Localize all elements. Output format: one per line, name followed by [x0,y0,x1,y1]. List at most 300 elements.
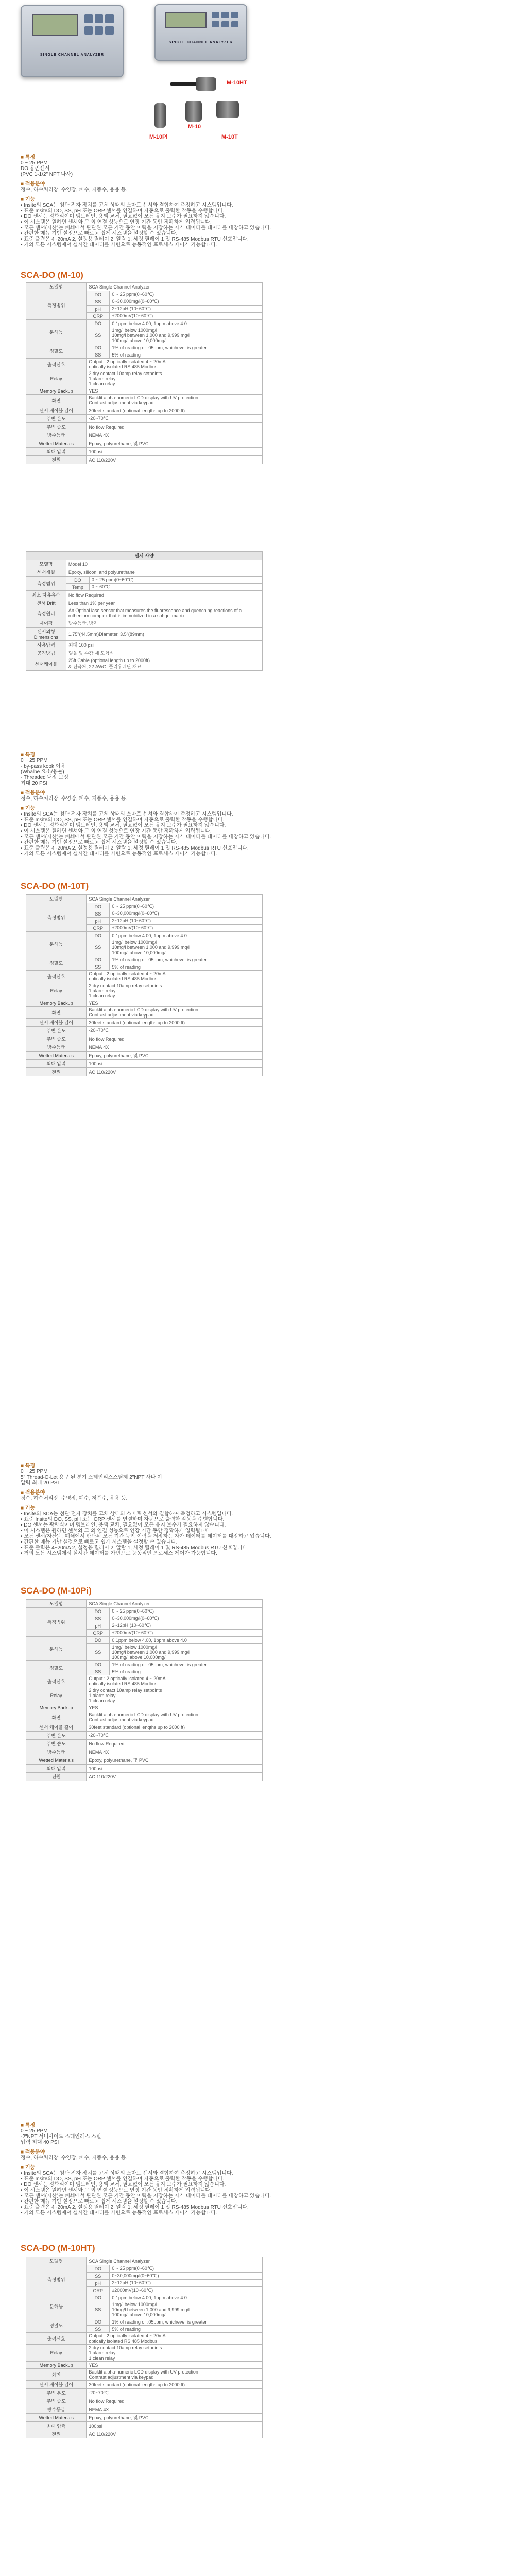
row-category: 전원 [26,456,87,464]
table-row [26,2333,263,2345]
table-row [26,1035,263,1043]
row-subcategory: SS [87,963,110,971]
table-row [26,1052,263,1060]
table-row [26,903,263,910]
row-category: 방수등급 [26,1043,87,1052]
row-subcategory: SS [87,1668,110,1675]
row-value: 0 ~ 25 ppm(0~60℃) [110,291,263,298]
row-value: ±2000mV(10~60℃) [110,313,263,320]
row-category: 측정원리 [26,607,66,619]
row-value: 2~12pH (10~60℃) [110,306,263,313]
func-line: • 표준 Insite의 DO, SS, pH 또는 ORP 센서를 연결하며 자동으로 출력한 작동을 수행합니다. [21,2176,225,2182]
table-row [26,956,263,963]
table-row [26,1765,263,1773]
func-line: • Insite의 SCA는 첨단 전자 장치를 고체 상태의 스마트 센서와 결합하여 측정하고 시스템입니다. [21,1511,233,1517]
table-row [26,628,263,641]
probe-m10t [216,101,239,118]
table-row [26,577,263,584]
section-title-m10: SCA-DO (M-10) [21,270,83,280]
apply-heading: ■ 적용분야 [21,790,45,796]
row-value: 1% of reading or .05ppm, whichever is greater [110,956,263,963]
func-line: • DO 센서는 광학식이며 멤브레인, 용액 교체, 필요없이 모든 유지 보수가 필요하지 않습니다. [21,214,226,219]
row-value: 0 ~ 25 ppm(0~60℃) [110,2265,263,2273]
row-category: 센서 케이블 길이 [26,1723,87,1732]
table-row [26,599,263,607]
apply-line: 정수, 하수처리장, 수영장, 폐수, 저품수, 용용 등. [21,187,128,193]
row-value: 1mg/l below 1000mg/l 10mg/l between 1,000 and 9,999 mg/l 100mg/l above 10,000mg/l [110,939,263,956]
func-line: • 이 시스템은 원하면 센서와 그 외 연결 성능으로 연장 기간 동안 정확하게 입력됩니다. [21,2188,212,2193]
row-subcategory: SS [87,2301,110,2318]
func-line: • 거의 모든 시스템에서 실시간 데이터를 가변으로 능동적인 프로세스 제어가 가능합니다. [21,851,217,857]
row-value: 1mg/l below 1000mg/l 10mg/l between 1,000 and 9,999 mg/l 100mg/l above 10,000mg/l [110,327,263,344]
row-category: 주변 습도 [26,1740,87,1748]
table-row [26,1687,263,1704]
feature-line: 0 ~ 25 PPM [21,160,48,166]
table-row [26,395,263,406]
model-value: SCA Single Channel Analyzer [87,1600,263,1608]
feature-line: - Threaded 내장 보정 [21,775,68,781]
row-category: 방수등급 [26,2405,87,2414]
row-value: 2 dry contact 10amp relay setpoints 1 alarm relay 1 clean relay [87,982,263,999]
row-category: 정밀도 [26,956,87,971]
table-row [26,370,263,387]
row-category: Relay [26,1687,87,1704]
table-row [26,1661,263,1668]
row-value: 2 dry contact 10amp relay setpoints 1 alarm relay 1 clean relay [87,2345,263,2362]
feature-line: 5" Thread-O-Let 용구 된 분기 스테인리스스틸제 2"NPT 사나 이 [21,1475,162,1480]
table-row [26,456,263,464]
row-subcategory: ORP [87,1630,110,1637]
row-category: 분해능 [26,1637,87,1661]
func-line: • 이 시스템은 원하면 센서와 그 외 연결 성능으로 연장 기간 동안 정확하게 입력됩니다. [21,219,212,225]
row-category: Relay [26,2345,87,2362]
feature-line: - by-pass kook 이용 [21,764,66,769]
table-row [26,2405,263,2414]
func-line: • 간편한 메뉴 기반 설정으로 빠르고 쉽게 시스템을 설정할 수 있습니다. [21,1539,178,1545]
row-subcategory: DO [87,320,110,327]
func-line: • 거의 모든 시스템에서 실시간 데이터를 가변으로 능동적인 프로세스 제어가 가능합니다. [21,1551,217,1556]
row-category: 분해능 [26,2294,87,2318]
intro-block-4 [21,2123,443,2216]
row-value: 2 dry contact 10amp relay setpoints 1 alarm relay 1 clean relay [87,1687,263,1704]
model-value: SCA Single Channel Analyzer [87,895,263,903]
row-category: 최대 압력 [26,2422,87,2430]
table-row [26,2345,263,2362]
row-category: 화면 [26,395,87,406]
row-category: 센서 케이블 길이 [26,406,87,415]
table-row [26,1675,263,1687]
row-value: Epoxy, polyurethane, 및 PVC [87,1052,263,1060]
row-value: Less than 1% per year [66,599,262,607]
func-line: • 이 시스템은 원하면 센서와 그 외 연결 성능으로 연장 기간 동안 정확하게 입력됩니다. [21,828,212,834]
row-value: 30feet standard (optional lengths up to 2000 ft) [87,1019,263,1027]
table-row [26,641,263,649]
apply-line: 정수, 하수처리장, 수영장, 폐수, 저품수, 용용 등. [21,796,128,802]
analyzer-device-right [154,4,247,61]
row-category: 출력신호 [26,2333,87,2345]
spec-table-m10t [26,894,263,1076]
table-row [26,387,263,395]
table-row [26,1756,263,1765]
row-category: 출력신호 [26,1675,87,1687]
row-category: 측정범위 [26,2265,87,2294]
row-value: AC 110/220V [87,456,263,464]
func-line: • 표준 Insite의 DO, SS, pH 또는 ORP 센서를 연결하며 자동으로 출력한 작동을 수행합니다. [21,208,225,214]
row-value: Backlit alpha-numeric LCD display with UV protection Contrast adjustment via keypad [87,2369,263,2381]
row-value: No flow Required [66,591,262,599]
sensor-spec-title: 센서 사양 [26,552,263,560]
table-row [26,1007,263,1019]
table-row [26,439,263,448]
feature-line: 압력 최대 40 PSI [21,2140,59,2145]
row-category: 출력신호 [26,359,87,370]
func-line: • DO 센서는 광학식이며 멤브레인, 용액 교체, 필요없이 모든 유지 보수가 필요하지 않습니다. [21,1522,226,1528]
probe-m10ht [196,77,216,91]
row-value: 0 ~ 25 ppm(0~60℃) [89,577,262,584]
row-value: 1% of reading or .05ppm, whichever is greater [110,344,263,351]
row-value: An Optical lase sensor that measures the fluorescence and quenching reactions of a ruthenium complex that is immobilized in a sol-gel matrix [66,607,262,619]
func-line: • 표준 출력은 4~20mA 2, 설정용 릴레이 2, 알람 1, 세정 릴레이 1 및 RS-485 Modbus RTU 신호입니다. [21,1545,249,1551]
row-value: 0.1ppm below 4.00, 1ppm above 4.0 [110,2294,263,2301]
table-row [26,2318,263,2326]
row-category: 센서 케이블 길이 [26,1019,87,1027]
row-subcategory: DO [87,1637,110,1644]
table-row [26,2265,263,2273]
row-category: 주변 온도 [26,1027,87,1035]
row-category: 최대 압력 [26,448,87,456]
func-line: • 간편한 메뉴 기반 설정으로 빠르고 쉽게 시스템을 설정할 수 있습니다. [21,231,178,236]
table-row [26,448,263,456]
row-value: -20~70℃ [87,1027,263,1035]
intro-block-1 [21,155,443,248]
row-value: Output : 2 optically isolated 4 ~ 20mA optically isolated RS 485 Modbus [87,2333,263,2345]
model-tag-m10pi: M-10Pi [149,134,168,140]
func-line: • 표준 출력은 4~20mA 2, 설정용 릴레이 2, 알람 1, 세정 릴레이 1 및 RS-485 Modbus RTU 신호입니다. [21,236,249,242]
row-value: Epoxy, polyurethane, 및 PVC [87,439,263,448]
table-row [26,320,263,327]
device-label: SINGLE CHANNEL ANALYZER [40,53,105,57]
row-category: 방수등급 [26,431,87,439]
apply-heading: ■ 적용분야 [21,2149,45,2155]
table-row [26,2414,263,2422]
table-row [26,1748,263,1756]
row-value: 0~30,000mg/l(0~60℃) [110,1615,263,1622]
apply-heading: ■ 적용분야 [21,181,45,187]
feature-line: 0 ~ 25 PPM [21,2128,48,2134]
row-category: 센서외형 Dimensions [26,628,66,641]
row-category: 출력신호 [26,971,87,982]
table-row [26,1060,263,1068]
row-value: 2 dry contact 10amp relay setpoints 1 alarm relay 1 clean relay [87,370,263,387]
table-row [26,406,263,415]
row-category: 측정범위 [26,1608,87,1637]
row-value: YES [87,1704,263,1711]
model-tag-m10: M-10 [188,124,201,130]
model-value: SCA Single Channel Analyzer [87,2257,263,2265]
row-category: 주변 온도 [26,1732,87,1740]
row-value: NEMA 4X [87,1748,263,1756]
row-category: 전원 [26,1773,87,1781]
table-row [26,971,263,982]
table-row [26,1711,263,1723]
table-row [26,1068,263,1076]
apply-line: 정수, 하수처리장, 수영장, 폐수, 저품수, 용용 등. [21,2155,128,2161]
table-row [26,2369,263,2381]
func-line: • DO 센서는 광학식이며 멤브레인, 용액 교체, 필요없이 모든 유지 보수가 필요하지 않습니다. [21,2182,226,2188]
row-subcategory: pH [87,918,110,925]
func-line: • 표준 Insite의 DO, SS, pH 또는 ORP 센서를 연결하며 자동으로 출력한 작동을 수행합니다. [21,817,225,823]
model-label: 모델명 [26,895,87,903]
row-subcategory: SS [87,939,110,956]
row-value: 25ft Cable (optional length up to 2000ft) & 전극처, 22 AWG, 폴리우레탄 재료 [66,657,262,671]
func-heading: ■ 기능 [21,2165,36,2171]
func-line: • 표준 출력은 4~20mA 2, 설정용 릴레이 2, 알람 1, 세정 릴레이 1 및 RS-485 Modbus RTU 신호입니다. [21,2205,249,2210]
table-header-row [26,2257,263,2265]
row-category: 측정범위 [26,903,87,932]
table-row [26,1773,263,1781]
analyzer-device-left [21,5,124,77]
row-subcategory: pH [87,1622,110,1630]
row-value: Backlit alpha-numeric LCD display with UV protection Contrast adjustment via keypad [87,1007,263,1019]
table-row [26,344,263,351]
func-line: • DO 센서는 광학식이며 멤브레인, 용액 교체, 필요없이 모든 유지 보수가 필요하지 않습니다. [21,823,226,828]
feature-line: 압력 최대 20 PSI [21,1480,59,1486]
row-category: Wetted Materials [26,1052,87,1060]
table-row [26,1637,263,1644]
row-value: 0~30,000mg/l(0~60℃) [110,298,263,306]
row-value: 0 ~ 25 ppm(0~60℃) [110,903,263,910]
table-row [26,568,263,577]
row-category: 주변 온도 [26,2389,87,2397]
row-category: 최대 압력 [26,1060,87,1068]
table-row [26,657,263,671]
probe-m10 [185,101,202,122]
table-row [26,2422,263,2430]
row-subcategory: SS [87,327,110,344]
func-line: • Insite의 SCA는 첨단 전자 장치를 고체 상태의 스마트 센서와 결합하여 측정하고 시스템입니다. [21,2171,233,2176]
feature-heading: ■ 특징 [21,2123,36,2128]
table-row [26,982,263,999]
apply-line: 정수, 하수처리장, 수영장, 폐수, 저품수, 용용 등. [21,1496,128,1501]
row-value: YES [87,387,263,395]
row-value: 1mg/l below 1000mg/l 10mg/l between 1,000 and 9,999 mg/l 100mg/l above 10,000mg/l [110,2301,263,2318]
spec-table-m10 [26,282,263,464]
feature-line: 0 ~ 25 PPM [21,758,48,764]
table-header-row [26,895,263,903]
row-value: 30feet standard (optional lengths up to 2000 ft) [87,1723,263,1732]
table-row [26,423,263,431]
row-category: 정밀도 [26,1661,87,1675]
row-value: 1% of reading or .05ppm, whichever is greater [110,1661,263,1668]
row-value: 100psi [87,2422,263,2430]
row-value: No flow Required [87,1740,263,1748]
row-value: 1.75"(44.5mm)Diameter, 3.5"(89mm) [66,628,262,641]
func-line: • 모든 센서(자산)는 폐쇄에서 판단된 모든 기간 동안 이력을 저장하는 자가 데이터를 데이터를 대장하고 있습니다. [21,834,271,840]
feature-heading: ■ 특징 [21,752,36,758]
table-row [26,1019,263,1027]
table-header-row [26,283,263,291]
row-category: 사용압력 [26,641,66,649]
model-label: 모델명 [26,2257,87,2265]
row-category: Wetted Materials [26,1756,87,1765]
spec-table-m10pi [26,1599,263,1781]
row-value: AC 110/220V [87,2430,263,2438]
row-category: 공격방법 [26,649,66,657]
row-value: 0~30,000mg/l(0~60℃) [110,2273,263,2280]
row-category: 주변 습도 [26,423,87,431]
row-category: 주변 습도 [26,1035,87,1043]
row-value: 0.1ppm below 4.00, 1ppm above 4.0 [110,1637,263,1644]
row-subcategory: DO [87,1661,110,1668]
row-category: 최소 자유유속 [26,591,66,599]
table-header-row [26,1600,263,1608]
row-subcategory: DO [87,903,110,910]
model-label: 모델명 [26,283,87,291]
model-label: 모델명 [26,1600,87,1608]
row-value: 5% of reading [110,351,263,359]
func-line: • 거의 모든 시스템에서 실시간 데이터를 가변으로 능동적인 프로세스 제어가 가능합니다. [21,242,217,248]
row-subcategory: SS [87,351,110,359]
func-line: • Insite의 SCA는 첨단 전자 장치를 고체 상태의 스마트 센서와 결합하여 측정하고 시스템입니다. [21,202,233,208]
func-line: • 거의 모든 시스템에서 실시간 데이터를 가변으로 능동적인 프로세스 제어가 가능합니다. [21,2210,217,2216]
row-value: NEMA 4X [87,1043,263,1052]
probe-m10pi [154,103,166,128]
row-subcategory: SS [87,2326,110,2333]
table-row [26,932,263,939]
row-category: 센서재질 [26,568,66,577]
row-category: 화면 [26,2369,87,2381]
func-line: • Insite의 SCA는 첨단 전자 장치를 고체 상태의 스마트 센서와 결합하여 측정하고 시스템입니다. [21,811,233,817]
table-row [26,2430,263,2438]
feature-heading: ■ 특징 [21,155,36,160]
row-value: 덮을 및 수감 세 모형식 [66,649,262,657]
feature-line: 최대 20 PSI [21,781,48,786]
func-line: • 모든 센서(자산)는 폐쇄에서 판단된 모든 기간 동안 이력을 저장하는 자가 데이터를 데이터를 대장하고 있습니다. [21,1534,271,1539]
row-value: 0 ~ 25 ppm(0~60℃) [110,1608,263,1615]
row-value: No flow Required [87,423,263,431]
row-category: Wetted Materials [26,439,87,448]
row-category: 전원 [26,2430,87,2438]
row-category: 측정범위 [26,291,87,320]
row-category: 전원 [26,1068,87,1076]
table-row [26,1027,263,1035]
row-subcategory: ORP [87,2287,110,2294]
row-category: 분해능 [26,932,87,956]
row-value: 0 ~ 60℃ [89,584,262,591]
model-tag-m10t: M-10T [221,134,238,140]
intro-block-2 [21,752,443,857]
row-value: AC 110/220V [87,1773,263,1781]
row-value: ±2000mV(10~60℃) [110,1630,263,1637]
table-row [26,415,263,423]
feature-line: -2"NPT 서니사이드 스테인레스 스틸 [21,2134,101,2140]
row-value: Epoxy, silicon, and polyurethane [66,568,262,577]
row-value: YES [87,2362,263,2369]
row-value: YES [87,999,263,1007]
model-tag-m10ht: M-10HT [227,80,247,86]
row-category: Memory Backup [26,1704,87,1711]
feature-line: DO 용존센서 [21,166,50,172]
table-row [26,359,263,370]
row-value: 2~12pH (10~60℃) [110,2280,263,2287]
table-row [26,431,263,439]
table-row [26,1740,263,1748]
row-value: Output : 2 optically isolated 4 ~ 20mA optically isolated RS 485 Modbus [87,1675,263,1687]
row-value: Backlit alpha-numeric LCD display with UV protection Contrast adjustment via keypad [87,1711,263,1723]
row-value: 100psi [87,448,263,456]
table-row [26,1732,263,1740]
model-value: SCA Single Channel Analyzer [87,283,263,291]
row-subcategory: DO [87,344,110,351]
row-category: 센서 케이블 길이 [26,2381,87,2389]
row-value: -20~70℃ [87,2389,263,2397]
row-subcategory: DO [87,2265,110,2273]
row-value: -20~70℃ [87,1732,263,1740]
row-category: Relay [26,982,87,999]
sensor-table-m10 [26,551,263,671]
row-value: Epoxy, polyurethane, 및 PVC [87,1756,263,1765]
row-category: 모델명 [26,560,66,568]
row-value: 0.1ppm below 4.00, 1ppm above 4.0 [110,320,263,327]
table-row [26,2397,263,2405]
func-heading: ■ 기능 [21,1505,36,1511]
row-category: 정밀도 [26,344,87,359]
feature-line: (PVC 1-1/2" NPT 나사) [21,172,73,177]
row-value: 1mg/l below 1000mg/l 10mg/l between 1,000 and 9,999 mg/l 100mg/l above 10,000mg/l [110,1644,263,1661]
row-value: 30feet standard (optional lengths up to 2000 ft) [87,2381,263,2389]
table-row [26,291,263,298]
row-category: 화면 [26,1007,87,1019]
section-title-m10pi: SCA-DO (M-10Pi) [21,1586,92,1596]
row-subcategory: DO [87,291,110,298]
row-value: 5% of reading [110,2326,263,2333]
func-line: • 모든 센서(자산)는 폐쇄에서 판단된 모든 기간 동안 이력을 저장하는 자가 데이터를 데이터를 대장하고 있습니다. [21,225,271,231]
row-category: 측정범위 [26,577,66,591]
row-subcategory: DO [87,2318,110,2326]
row-value: NEMA 4X [87,431,263,439]
row-subcategory: ORP [87,925,110,932]
table-row [26,591,263,599]
table-row [26,999,263,1007]
func-heading: ■ 기능 [21,806,36,811]
table-row [26,649,263,657]
row-value: 0.1ppm below 4.00, 1ppm above 4.0 [110,932,263,939]
row-value: 방수등급, 방지 [66,619,262,628]
section-title-m10t: SCA-DO (M-10T) [21,881,89,891]
row-subcategory: ORP [87,313,110,320]
table-row [26,2389,263,2397]
row-subcategory: DO [66,577,89,584]
table-row [26,2381,263,2389]
row-subcategory: Temp [66,584,89,591]
row-value: 30feet standard (optional lengths up to 2000 ft) [87,406,263,415]
row-value: AC 110/220V [87,1068,263,1076]
func-heading: ■ 기능 [21,197,36,202]
table-row [26,1043,263,1052]
row-category: 제어평 [26,619,66,628]
row-value: Output : 2 optically isolated 4 ~ 20mA optically isolated RS 485 Modbus [87,359,263,370]
row-subcategory: SS [87,298,110,306]
row-value: 1% of reading or .05ppm, whichever is greater [110,2318,263,2326]
row-subcategory: SS [87,1644,110,1661]
row-value: -20~70℃ [87,415,263,423]
row-value: 2~12pH (10~60℃) [110,1622,263,1630]
row-value: 100psi [87,1060,263,1068]
row-value: NEMA 4X [87,2405,263,2414]
product-hero [0,0,515,155]
row-subcategory: pH [87,306,110,313]
row-value: 최대 100 psi [66,641,262,649]
